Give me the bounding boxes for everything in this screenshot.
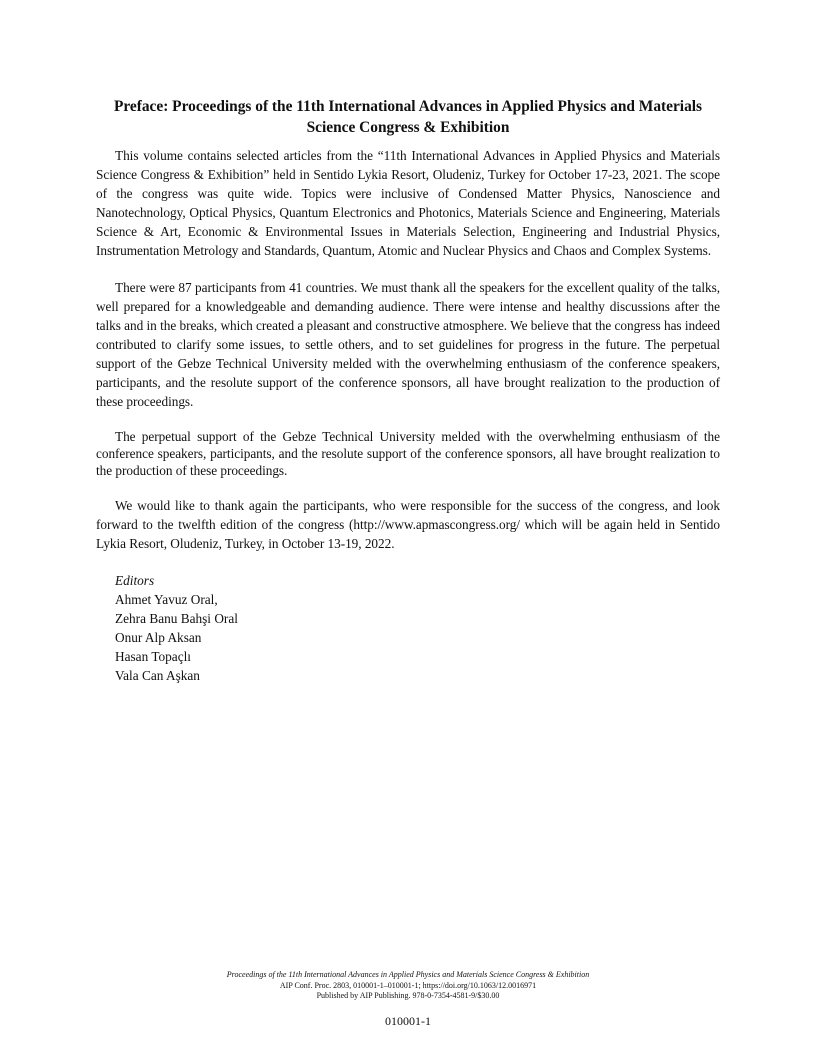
footer-conference: Proceedings of the 11th International Advances in Applied Physics and Materials Science Congress & Exhibition [226,970,590,979]
editors-block [96,571,720,685]
editor-name: Vala Can Aşkan [115,667,200,683]
editor-name: Zehra Banu Bahşi Oral [115,610,238,626]
page-number: 010001-1 [385,1014,431,1028]
footer-publisher: Published by AIP Publishing. 978-0-7354-4581-9/$30.00 [316,991,500,1000]
editor-name: Hasan Topaçlı [115,648,191,664]
editor-name: Onur Alp Aksan [115,629,202,645]
footer-citation: AIP Conf. Proc. 2803, 010001-1–010001-1; https://doi.org/10.1063/12.0016971 [279,980,537,990]
page-footer [0,970,816,1002]
document-page [96,96,720,685]
paragraph-support: The perpetual support of the Gebze Technical University melded with the overwhelming enthusiasm of the conference speakers, participants, and the resolute support of the conference sponsors, all have brought realization to the production of these proceedings. [96,429,720,479]
editors-heading: Editors [115,572,155,588]
paragraph-thanks: We would like to thank again the participants, who were responsible for the success of the congress, and look forward to the twelfth edition of the congress (http://www.apmascongress.org/ which will be again held in Sentido Lykia Resort, Oludeniz, Turkey, in October 13-19, 2022. [96,498,720,552]
editor-name: Ahmet Yavuz Oral, [115,591,218,607]
paragraph-volume-scope: This volume contains selected articles from the “11th International Advances in Applied Physics and Materials Science Congress & Exhibition” held in Sentido Lykia Resort, Oludeniz, Turkey for October 17-23, 2021. The scope of the congress was quite wide. Topics were inclusive of Condensed Matter Physics, Nanoscience and Nanotechnology, Optical Physics, Quantum Electronics and Photonics, Materials Science and Engineering, Materials Science & Art, Economic & Environmental Issues in Materials Selection, Engineering and Industrial Physics, Instrumentation Metrology and Standards, Quantum, Atomic and Nuclear Physics and Chaos and Complex Systems. [96,148,720,259]
document-title: Preface: Proceedings of the 11th International Advances in Applied Physics and Materials Science Congress & Exhibition [113,98,703,136]
paragraph-participants: There were 87 participants from 41 countries. We must thank all the speakers for the excellent quality of the talks, well prepared for a knowledgeable and demanding audience. There were intense and healthy discussions after the talks and in the breaks, which created a pleasant and constructive atmosphere. We believe that the congress has indeed contributed to clarify some issues, to settle others, and to set guidelines for progress in the future. The perpetual support of the Gebze Technical University melded with the overwhelming enthusiasm of the conference speakers, participants, and the resolute support of the conference sponsors, all have brought realization to the production of these proceedings. [96,279,720,410]
